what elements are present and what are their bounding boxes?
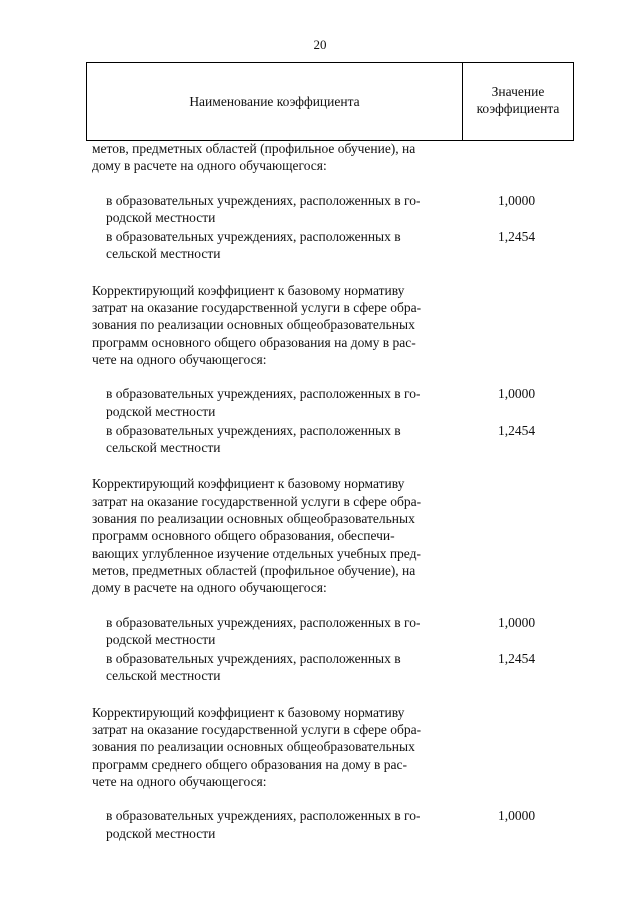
item-line: в образовательных учреждениях, расположенных в (106, 651, 401, 667)
heading-line: зования по реализации основных общеобразовательных (92, 739, 415, 755)
item-value: 1,0000 (497, 192, 536, 208)
item-name (86, 807, 461, 842)
item-name (86, 422, 461, 457)
table-body (86, 140, 572, 842)
table-row (86, 422, 572, 457)
table-row (86, 228, 572, 263)
intro-line: метов, предметных областей (профильное обучение), на (92, 141, 416, 156)
table-row (86, 650, 572, 685)
table-header (87, 62, 573, 141)
item-line: родской местности (106, 403, 216, 419)
item-line: в образовательных учреждениях, расположенных в (106, 229, 401, 245)
heading-line: затрат на оказание государственной услуги в сфере обра- (92, 300, 422, 316)
item-line: в образовательных учреждениях, расположенных в го- (106, 192, 421, 208)
item-value: 1,0000 (497, 614, 536, 630)
heading-line: Корректирующий коэффициент к базовому нормативу (92, 282, 405, 298)
intro-text (86, 140, 461, 175)
heading-line: затрат на оказание государственной услуги в сфере обра- (92, 722, 422, 738)
heading-line: зования по реализации основных общеобразовательных (92, 317, 415, 333)
heading-line: затрат на оказание государственной услуги в сфере обра- (92, 493, 422, 509)
header-name: Наименование коэффициента (189, 94, 360, 109)
item-line: в образовательных учреждениях, расположенных в го- (106, 386, 421, 402)
item-line: родской местности (106, 209, 216, 225)
item-value: 1,2454 (497, 229, 536, 245)
section-heading (86, 282, 461, 368)
item-name (86, 228, 461, 263)
item-value: 1,0000 (497, 808, 536, 824)
section-heading (86, 475, 461, 596)
heading-line: Корректирующий коэффициент к базовому нормативу (92, 476, 405, 492)
table-row (86, 807, 572, 842)
item-line: в образовательных учреждениях, расположенных в го- (106, 614, 421, 630)
item-line: родской местности (106, 825, 216, 841)
heading-line: Корректирующий коэффициент к базовому нормативу (92, 704, 405, 720)
heading-line: чете на одного обучающегося: (92, 773, 267, 789)
item-line: в образовательных учреждениях, расположенных в (106, 422, 401, 438)
item-line: сельской местности (106, 246, 221, 262)
item-name (86, 385, 461, 420)
item-name (86, 650, 461, 685)
header-value: Значение коэффициента (476, 84, 560, 116)
heading-line: программ основного общего образования на дому в рас- (92, 334, 416, 350)
item-line: родской местности (106, 631, 216, 647)
heading-line: вающих углубленное изучение отдельных учебных пред- (92, 545, 421, 561)
section-heading (86, 704, 461, 790)
item-name (86, 614, 461, 649)
item-line: в образовательных учреждениях, расположенных в го- (106, 808, 421, 824)
table-row (86, 614, 572, 649)
item-line: сельской местности (106, 440, 221, 456)
item-value: 1,2454 (497, 422, 536, 438)
heading-line: зования по реализации основных общеобразовательных (92, 511, 415, 527)
intro-line: дому в расчете на одного обучающегося: (92, 158, 327, 174)
item-value: 1,2454 (497, 651, 536, 667)
table-row (86, 192, 572, 227)
item-line: сельской местности (106, 668, 221, 684)
item-name (86, 192, 461, 227)
table-row (86, 385, 572, 420)
coefficient-table (86, 62, 574, 141)
heading-line: программ основного общего образования, обеспечи- (92, 528, 395, 544)
page-number: 20 (313, 37, 327, 52)
heading-line: чете на одного обучающегося: (92, 351, 267, 367)
item-value: 1,0000 (497, 386, 536, 402)
heading-line: программ среднего общего образования на дому в рас- (92, 756, 407, 772)
heading-line: метов, предметных областей (профильное обучение), на (92, 562, 416, 578)
heading-line: дому в расчете на одного обучающегося: (92, 580, 327, 596)
